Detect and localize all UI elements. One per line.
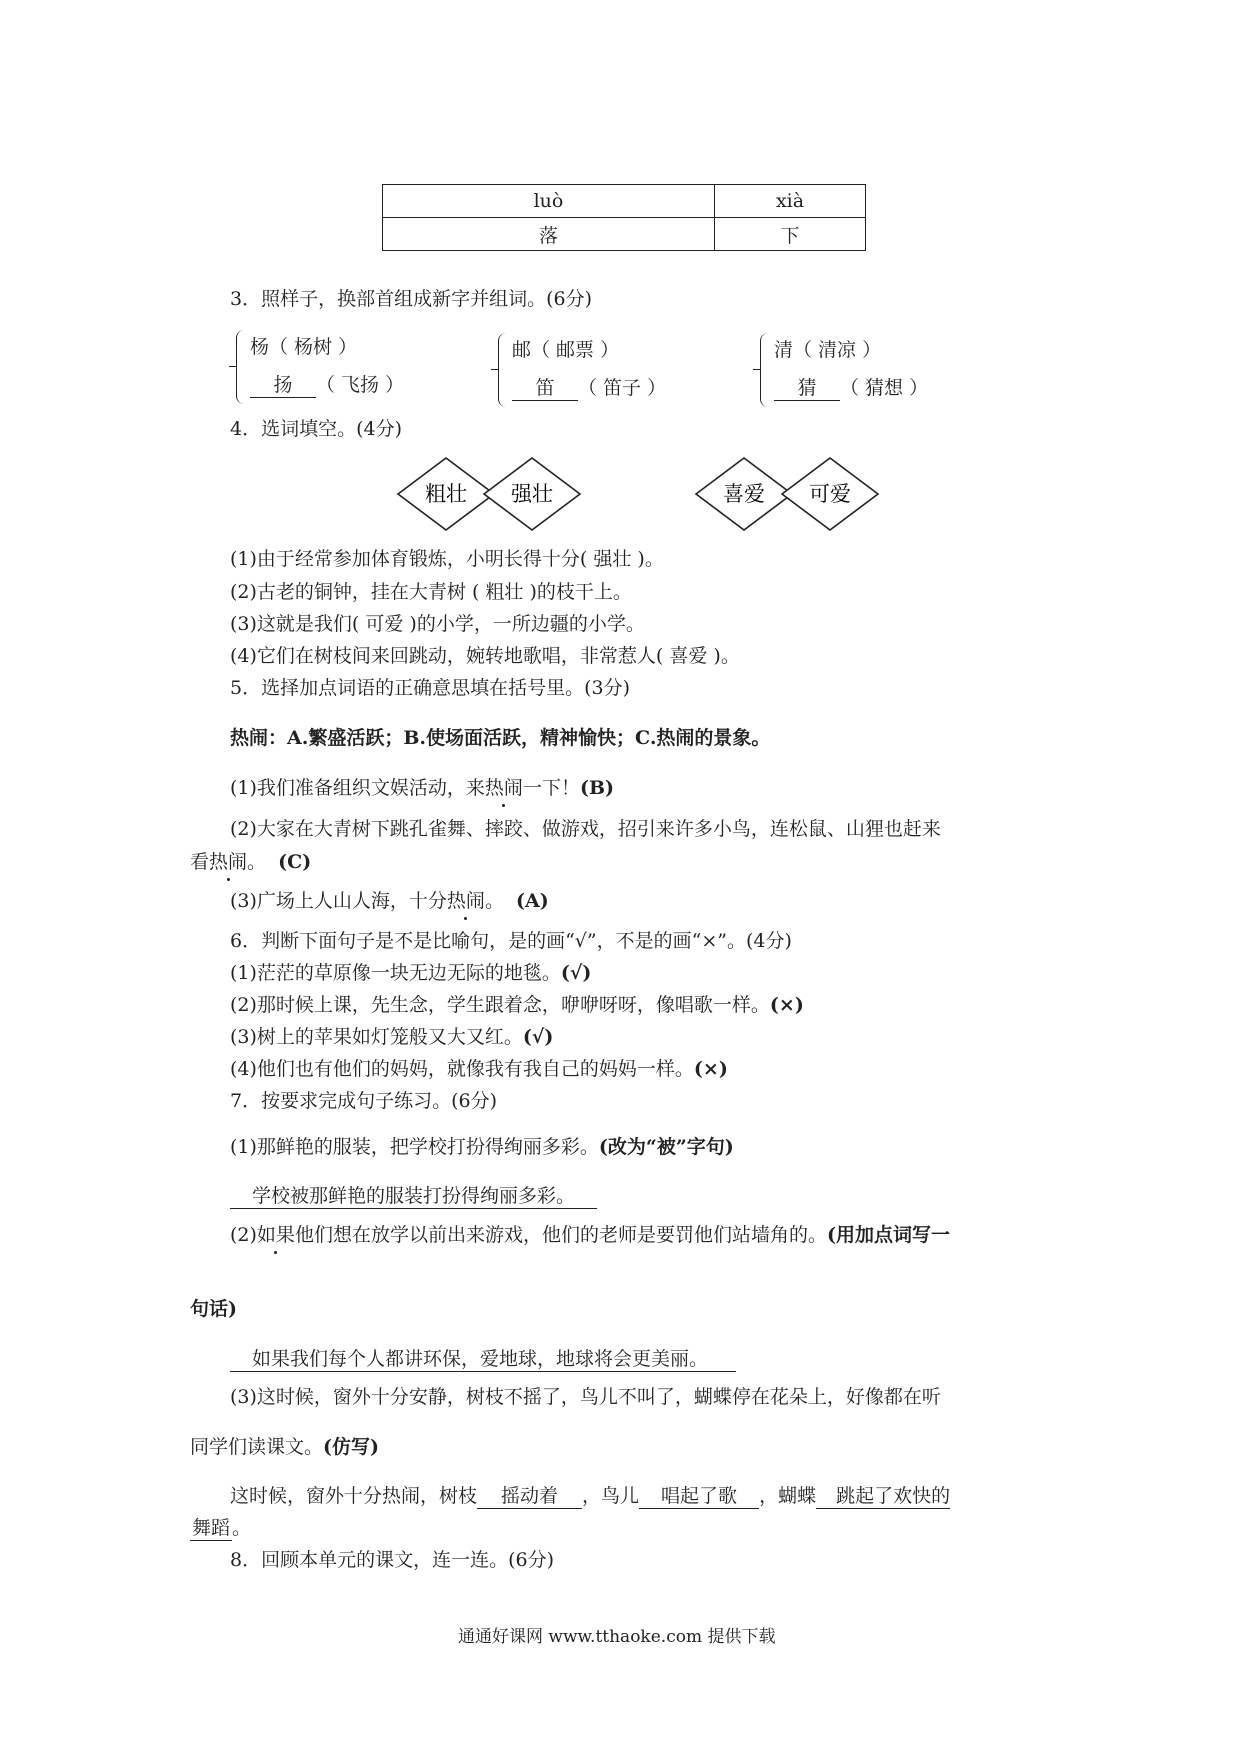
answer-mark: (B) [579,777,614,799]
requirement: (改为“被”字句) [598,1136,734,1158]
sentence-text: 这时候，窗外十分热闹，树枝 [230,1485,478,1507]
q5-item-cont [190,851,311,874]
radical-new [774,373,928,401]
q5-definition: 热闹：A.繁盛活跃；B.使场面活跃，精神愉快；C.热闹的景象。 [230,727,771,749]
q4-item: (4)它们在树枝间来回跳动，婉转地歌唱，非常惹人( 喜爱 )。 [230,645,740,667]
q7-item [230,1136,734,1159]
answer-line: 唱起了歌 [639,1485,759,1509]
radical-group [498,333,728,407]
q7-imitation-cont [190,1517,251,1541]
sentence-text: 他们想在放学以前出来游戏，他们的老师是要罚他们站墙角的。 [294,1224,827,1246]
answer-mark: (C) [278,851,312,873]
sentence-text: (2) [230,1224,257,1246]
check-mark: (√) [522,1026,554,1048]
q7-title: 7．按要求完成句子练习。(6分) [230,1090,498,1112]
diamond-word: 粗壮 [425,482,467,506]
sentence-text: 。 [232,1517,252,1539]
q7-answer [230,1348,736,1372]
q4-item: (3)这就是我们( 可爱 )的小学，一所边疆的小学。 [230,613,645,635]
q4-item: (2)古老的铜钟，挂在大青树 ( 粗壮 )的枝干上。 [230,581,632,603]
q5-title: 5．选择加点词语的正确意思填在括号里。(3分) [230,677,631,699]
char-cell: 下 [715,218,866,251]
sentence-text: (2)那时候上课，先生念，学生跟着念，咿咿呀呀，像唱歌一样。 [230,994,770,1016]
check-mark: (√) [560,962,592,984]
pinyin-cell: xià [715,185,866,218]
q3-title: 3．照样子，换部首组成新字并组词。(6分) [230,288,593,310]
answer-line: 舞蹈 [192,1517,231,1539]
requirement-cont: 句话) [190,1298,237,1320]
q7-item-cont [190,1436,379,1459]
answer-fill: 猜 [774,373,840,401]
sentence-text: ，鸟儿 [582,1485,640,1507]
dotted-word: 热闹 [209,851,248,873]
answer-mark: (A) [516,890,549,912]
brace [236,330,247,404]
q8-title: 8．回顾本单元的课文，连一连。(6分) [230,1549,555,1571]
sentence-text: 。 [484,890,504,912]
radical-group [760,333,990,407]
q4-item: (1)由于经常参加体育锻炼，小明长得十分( 强壮 )。 [230,548,664,570]
sentence-text: 。 [247,851,267,873]
sentence-text: (1)那鲜艳的服装，把学校打扮得绚丽多彩。 [230,1136,599,1158]
answer-word: （ 飞扬 ） [316,374,405,396]
sentence-text: (3)树上的苹果如灯笼般又大又红。 [230,1026,523,1048]
answer-fill: 笛 [512,373,578,401]
sentence-text: (4)他们也有他们的妈妈，就像我有我自己的妈妈一样。 [230,1058,694,1080]
q7-imitation [230,1485,950,1509]
diamond-word: 喜爱 [723,482,765,506]
radical-group [236,330,466,404]
radical-new [512,373,666,401]
q7-answer [230,1185,597,1209]
sentence-text: 一下！ [522,777,580,799]
brace [498,333,509,407]
check-mark: (×) [693,1058,728,1080]
q7-item [230,1224,950,1247]
answer-line: 如果我们每个人都讲环保，爱地球，地球将会更美丽。 [230,1348,736,1372]
dotted-word: 如果 [256,1224,295,1246]
q5-item [230,890,549,913]
q5-item [230,777,614,800]
sentence-text: 看 [190,851,210,873]
footer-text: 通通好课网 www.tthaoke.com 提供下载 [458,1627,776,1647]
answer-word: （ 笛子 ） [578,377,667,399]
sentence-text: ，蝴蝶 [759,1485,817,1507]
word-diamonds-right [694,456,884,532]
dotted-word: 热闹 [446,890,485,912]
check-mark: (×) [769,994,804,1016]
answer-line: 摇动着 [477,1485,582,1509]
diamond-word: 强壮 [511,482,553,506]
answer-word: （ 猜想 ） [840,377,929,399]
sentence-text: (1)我们准备组织文娱活动，来 [230,777,485,799]
answer-line: 学校被那鲜艳的服装打扮得绚丽多彩。 [230,1185,597,1209]
q4-title: 4．选词填空。(4分) [230,418,403,440]
q6-item [230,962,591,985]
diamond-word: 可爱 [809,482,851,506]
requirement: (仿写) [323,1436,379,1458]
radical-original: 杨（ 杨树 ） [250,336,358,358]
radical-original: 清（ 清凉 ） [774,339,882,361]
sentence-text: (1)茫茫的草原像一块无边无际的地毯。 [230,962,561,984]
sentence-text: 同学们读课文。 [190,1436,324,1458]
q7-item: (3)这时候，窗外十分安静，树枝不摇了，鸟儿不叫了，蝴蝶停在花朵上，好像都在听 [230,1386,941,1408]
char-cell: 落 [383,218,715,251]
answer-line: 跳起了欢快的 [816,1485,950,1509]
answer-fill: 扬 [250,370,316,398]
radical-new [250,370,404,398]
dotted-word: 热闹 [484,777,523,799]
q6-item [230,1058,728,1081]
q5-item: (2)大家在大青树下跳孔雀舞、摔跤、做游戏，招引来许多小鸟，连松鼠、山狸也赶来 [230,818,941,840]
q6-title: 6．判断下面句子是不是比喻句，是的画“√”，不是的画“×”。(4分) [230,930,792,952]
requirement: (用加点词写一 [826,1224,950,1246]
brace [760,333,771,407]
radical-original: 邮（ 邮票 ） [512,339,620,361]
q6-item [230,1026,553,1049]
q6-item [230,994,804,1017]
pinyin-table [382,184,866,251]
word-diamonds-left [396,456,586,532]
pinyin-cell: luò [383,185,715,218]
sentence-text: (3)广场上人山人海，十分 [230,890,447,912]
